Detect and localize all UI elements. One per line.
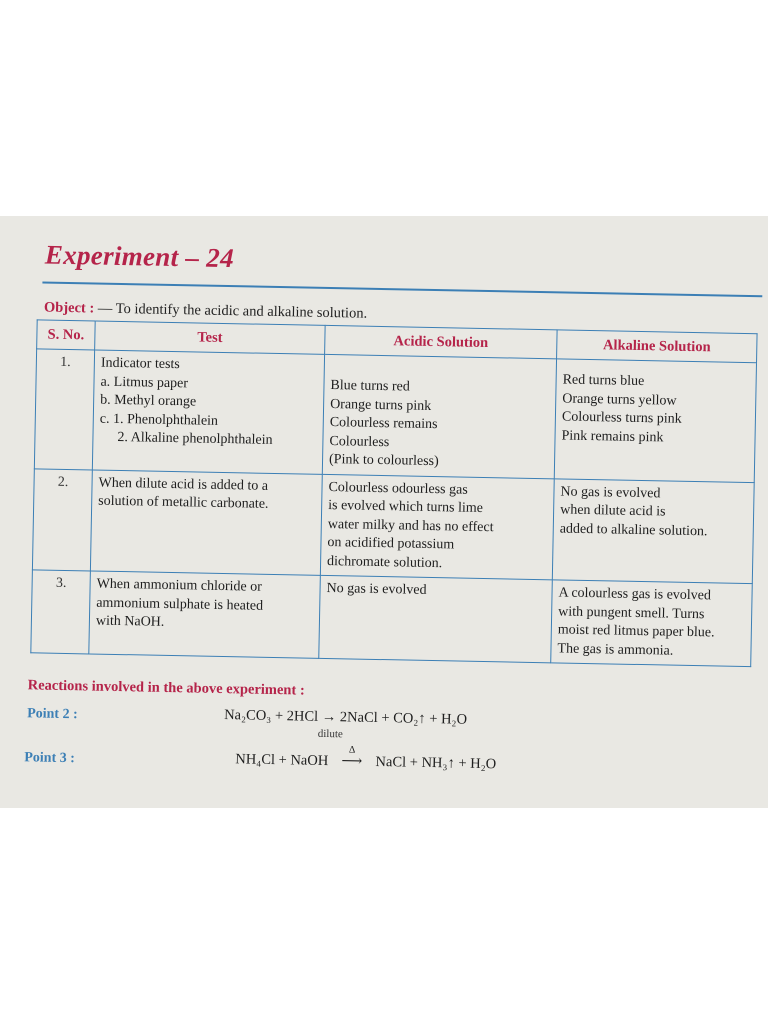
cell-line: water milky and has no effect (327, 516, 494, 535)
object-text: — To identify the acidic and alkaline solution. (97, 300, 368, 322)
header-acidic: Acidic Solution (325, 325, 558, 358)
cell-line: No gas is evolved (560, 483, 661, 501)
cell-acidic (320, 474, 554, 580)
page-title: Experiment – 24 (44, 239, 235, 274)
cell-line: with NaOH. (95, 613, 165, 630)
cell-sno: 3. (31, 570, 91, 654)
point2-equation: Na₂CO₃ + 2HCl → 2NaCl + CO₂↑ + H₂O (223, 707, 468, 728)
cell-test (90, 469, 322, 575)
cell-line: a. Litmus paper (100, 374, 189, 391)
cell-line: Orange turns pink (329, 396, 432, 414)
reactions-heading: Reactions involved in the above experiment : (27, 677, 305, 699)
point3-equation (235, 744, 497, 773)
cell-line: When dilute acid is added to a (98, 475, 269, 494)
header-sno: S. No. (37, 320, 96, 350)
cell-line: The gas is ammonia. (557, 640, 674, 659)
cell-acidic (319, 575, 553, 662)
cell-line: Orange turns yellow (562, 390, 677, 409)
cell-line: A colourless gas is evolved (558, 585, 712, 604)
cell-line: No gas is evolved (326, 580, 427, 598)
cell-line: When ammonium chloride or (96, 576, 262, 595)
page-content (0, 216, 768, 808)
textbook-page (0, 216, 768, 808)
arrow-icon: ⟶ (341, 753, 363, 770)
point2-label: Point 2 : (26, 706, 78, 723)
cell-line: b. Methyl orange (100, 392, 197, 410)
cell-line: dichromate solution. (326, 553, 443, 571)
cell-line: with pungent smell. Turns (558, 603, 705, 622)
cell-alkaline (554, 359, 756, 482)
cell-line: Colourless (329, 433, 390, 450)
table-row (32, 468, 754, 583)
cell-line: moist red litmus paper blue. (557, 622, 715, 641)
cell-line: is evolved which turns lime (328, 498, 484, 516)
table-row (31, 570, 752, 667)
heat-arrow (332, 744, 372, 771)
cell-acidic (322, 354, 556, 478)
cell-line: 2. Alkaline phenolphthalein (117, 429, 273, 448)
cell-line: when dilute acid is (560, 502, 666, 520)
cell-alkaline (552, 478, 754, 583)
point2-dilute-note: dilute (317, 727, 343, 741)
cell-test (89, 571, 321, 658)
cell-line: Indicator tests (100, 355, 180, 373)
cell-line: (Pink to colourless) (328, 452, 439, 470)
table-row (34, 349, 756, 482)
cell-alkaline (551, 580, 753, 667)
cell-line: Colourless turns pink (561, 409, 682, 427)
cell-sno: 1. (34, 349, 94, 470)
cell-line: Red turns blue (562, 372, 645, 390)
header-test: Test (95, 321, 326, 354)
object-line (44, 300, 368, 323)
cell-line: Colourless odourless gas (328, 479, 468, 498)
cell-sno: 2. (32, 468, 92, 571)
point3-label: Point 3 : (24, 750, 75, 767)
header-alkaline: Alkaline Solution (557, 330, 758, 363)
cell-test (92, 350, 324, 474)
cell-line: Colourless remains (329, 415, 438, 433)
cell-line: Pink remains pink (561, 427, 664, 445)
heat-symbol: Δ (348, 744, 356, 756)
cell-line: added to alkaline solution. (559, 520, 708, 539)
cell-line: on acidified potassium (327, 534, 455, 553)
cell-line: c. 1. Phenolphthalein (99, 411, 219, 429)
cell-line: ammonium sulphate is heated (96, 595, 264, 614)
object-label: Object : (43, 299, 95, 317)
cell-line: solution of metallic carbonate. (98, 493, 269, 512)
cell-line: Blue turns red (330, 378, 410, 395)
title-underline (42, 281, 762, 297)
point3-products: NaCl + NH₃↑ + H₂O (375, 753, 497, 773)
point3-reactants: NH₄Cl + NaOH (235, 751, 329, 770)
experiment-table (30, 319, 757, 667)
